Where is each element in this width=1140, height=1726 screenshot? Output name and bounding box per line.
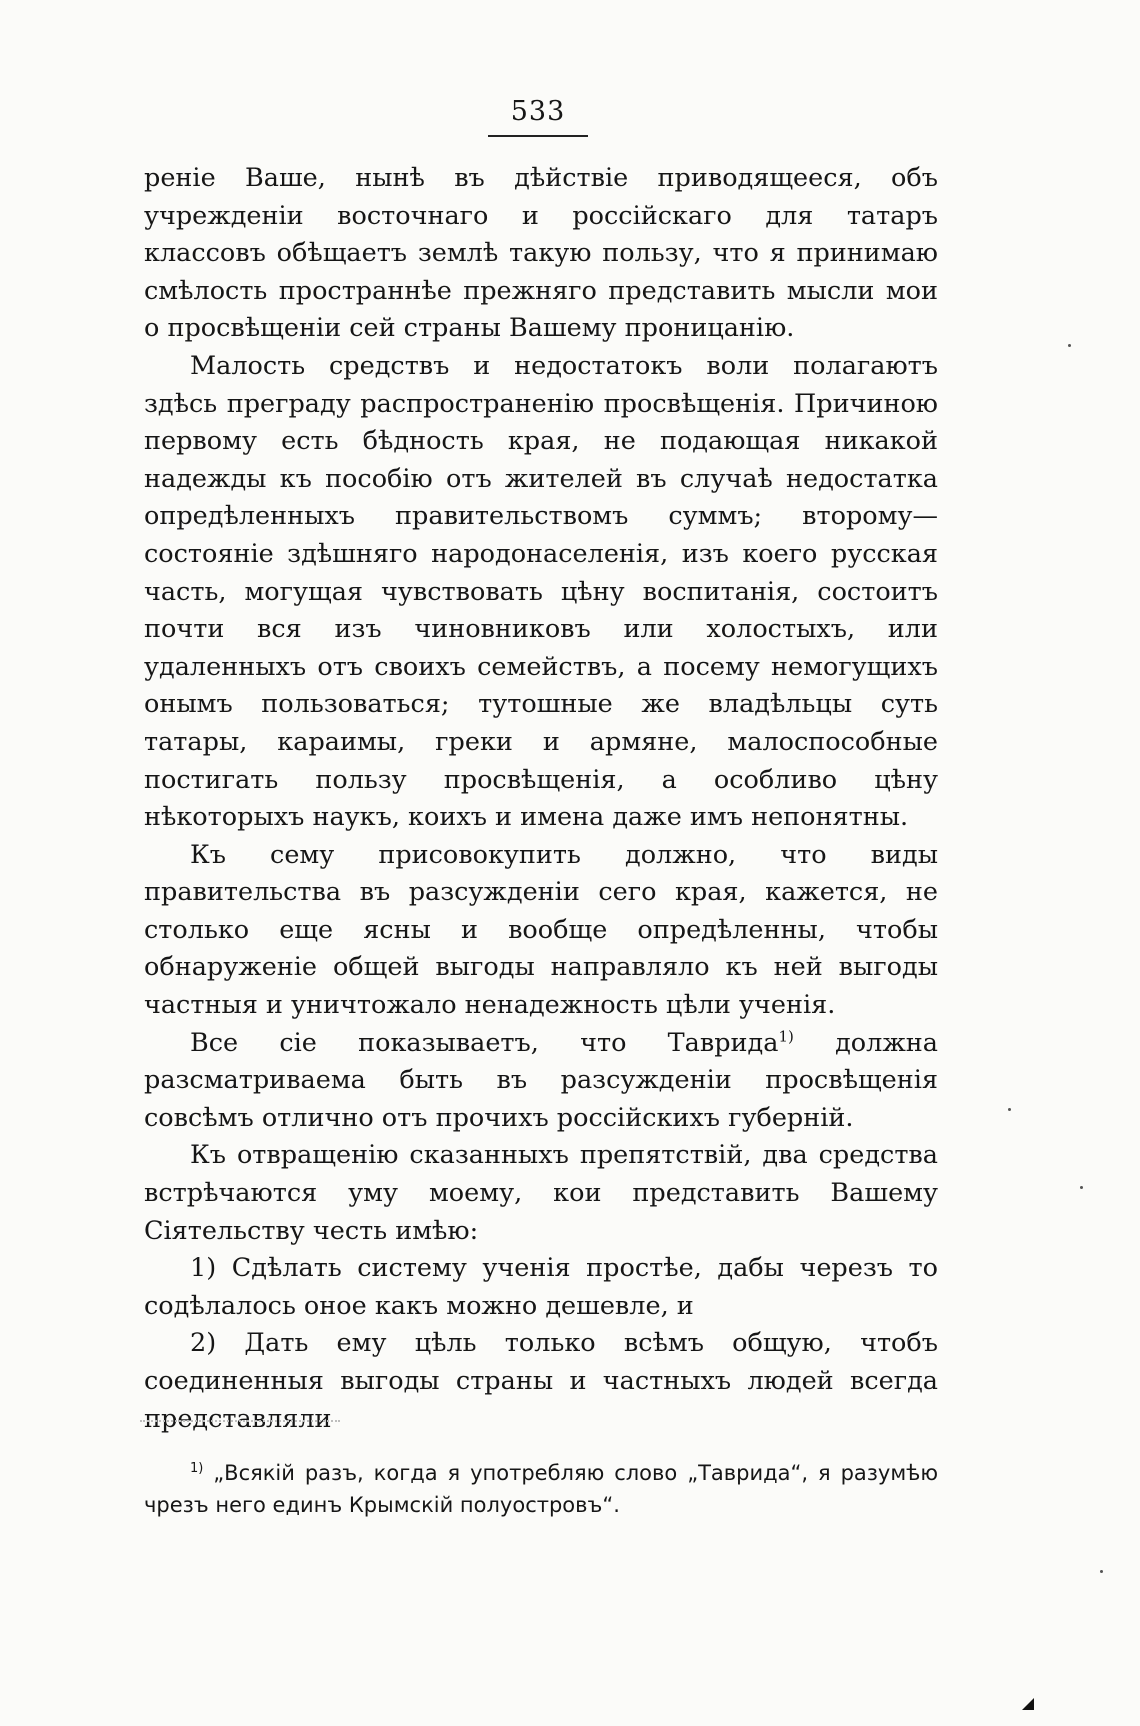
list-item-1: 1) Сдѣлать систему ученія простѣе, дабы черезъ то содѣлалось оное какъ можно дешевле, и bbox=[144, 1253, 938, 1321]
paragraph-continuation: реніе Ваше, нынѣ въ дѣйствіе приводящееся, объ учрежденіи восточнаго и россійскаго для татаръ классовъ обѣщаетъ землѣ такую пользу, что я принимаю смѣлость пространнѣе прежняго представить мысли мои о просвѣщеніи сей страны Вашему проницанію. bbox=[144, 163, 938, 344]
page-number-rule bbox=[488, 135, 588, 137]
corner-mark bbox=[1022, 1698, 1034, 1710]
scan-speck bbox=[1080, 1186, 1083, 1189]
footnote-marker: 1) bbox=[190, 1461, 204, 1476]
scan-speck bbox=[1100, 1570, 1103, 1573]
body-text bbox=[144, 160, 938, 1438]
list-item-2: 2) Дать ему цѣль только всѣмъ общую, чтобъ соединенныя выгоды страны и частныхъ людей всегда представляли bbox=[144, 1328, 938, 1434]
stray-marks bbox=[140, 1420, 340, 1426]
paragraph-tavrida-start: Все сіе показываетъ, что Таврида bbox=[190, 1027, 779, 1058]
paragraph-tavrida bbox=[144, 1025, 938, 1138]
paragraph-tavrida-end: должна разсматриваема быть въ разсужденіи просвѣщенія совсѣмъ отлично отъ прочихъ россійскихъ губерній. bbox=[144, 1027, 938, 1133]
footnote bbox=[144, 1457, 938, 1521]
scan-speck bbox=[1008, 1108, 1011, 1111]
footnote-text: „Всякій разъ, когда я употребляю слово „Таврида“, я разумѣю чрезъ него единъ Крымскій полуостровъ“. bbox=[144, 1461, 938, 1517]
footnote-reference: 1) bbox=[778, 1027, 794, 1046]
paragraph-obstacles: Къ отвращенію сказанныхъ препятствій, два средства встрѣчаются уму моему, кои представить Вашему Сіятельству честь имѣю: bbox=[144, 1140, 938, 1246]
page-number: 533 bbox=[510, 96, 566, 127]
paragraph-means: Малость средствъ и недостатокъ воли полагаютъ здѣсь преграду распространенію просвѣщенія. Причиною первому есть бѣдность края, не подающая никакой надежды къ пособію отъ жителей въ случаѣ недостатка опредѣленныхъ правительствомъ суммъ; второму—состояніе здѣшняго народонаселенія, изъ коего русская часть, могущая чувствовать цѣну воспитанія, состоитъ почти вся изъ чиновниковъ или холостыхъ, или удаленныхъ отъ своихъ семействъ, а посему немогущихъ онымъ пользоваться; тутошные же владѣльцы суть татары, караимы, греки и армяне, малоспособные постигать пользу просвѣщенія, а особливо цѣну нѣкоторыхъ наукъ, коихъ и имена даже имъ непонятны. bbox=[144, 350, 938, 833]
scan-speck bbox=[1068, 344, 1071, 347]
paragraph-government: Къ сему присовокупить должно, что виды правительства въ разсужденіи сего края, кажется, не столько еще ясны и вообще опредѣленны, чтобы обнаруженіе общей выгоды направляло къ ней выгоды частныя и уничтожало ненадежность цѣли ученія. bbox=[144, 839, 938, 1021]
